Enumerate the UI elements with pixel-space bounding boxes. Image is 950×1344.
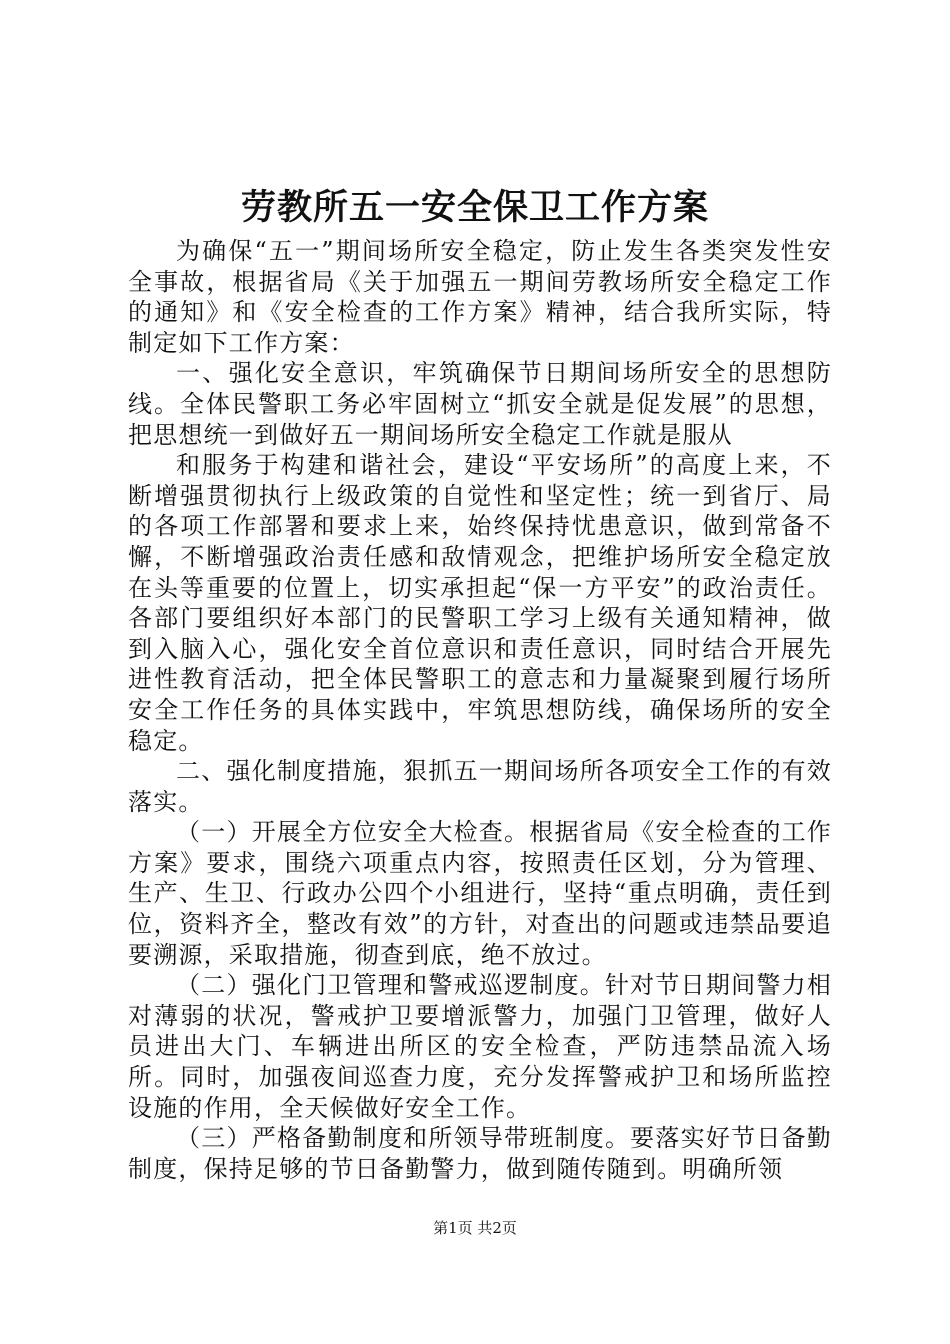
paragraph-item-3: （三）严格备勤制度和所领导带班制度。要落实好节日备勤制度，保持足够的节日备勤警力，做到随传随到。明确所领 xyxy=(128,1124,832,1183)
paragraph-item-2: （二）强化门卫管理和警戒巡逻制度。针对节日期间警力相对薄弱的状况，警戒护卫要增派警力，加强门卫管理，做好人员进出大门、车辆进出所区的安全检查，严防违禁品流入场所。同时，加强夜间巡查力度，充分发挥警戒护卫和场所监控设施的作用，全天候做好安全工作。 xyxy=(128,971,832,1122)
paragraph-section-1: 一、强化安全意识，牢筑确保节日期间场所安全的思想防线。全体民警职工务必牢固树立“抓安全就是促发展”的思想，把思想统一到做好五一期间场所安全稳定工作就是服从 xyxy=(128,359,832,449)
page-number-footer: 第1页 共2页 xyxy=(433,1219,517,1237)
paragraph-intro: 为确保“五一”期间场所安全稳定，防止发生各类突发性安全事故，根据省局《关于加强五一期间劳教场所安全稳定工作的通知》和《安全检查的工作方案》精神，结合我所实际，特制定如下工作方案： xyxy=(128,237,832,357)
document-title: 劳教所五一安全保卫工作方案 xyxy=(240,187,709,228)
paragraph-section-1-continued: 和服务于构建和谐社会，建设“平安场所”的高度上来，不断增强贯彻执行上级政策的自觉性和坚定性；统一到省厅、局的各项工作部署和要求上来，始终保持忧患意识，做到常备不懈，不断增强政治责任感和敌情观念，把维护场所安全稳定放在头等重要的位置上，切实承担起“保一方平安”的政治责任。各部门要组织好本部门的民警职工学习上级有关通知精神，做到入脑入心，强化安全首位意识和责任意识，同时结合开展先进性教育活动，把全体民警职工的意志和力量凝聚到履行场所安全工作任务的具体实践中，牢筑思想防线，确保场所的安全稳定。 xyxy=(128,451,832,755)
paragraph-item-1: （一）开展全方位安全大检查。根据省局《安全检查的工作方案》要求，围绕六项重点内容，按照责任区划，分为管理、生产、生卫、行政办公四个小组进行，坚持“重点明确，责任到位，资料齐全，整改有效”的方针，对查出的问题或违禁品要追要溯源，采取措施，彻查到底，绝不放过。 xyxy=(128,818,832,969)
paragraph-section-2: 二、强化制度措施，狠抓五一期间场所各项安全工作的有效落实。 xyxy=(128,757,832,816)
document-body xyxy=(128,236,832,1184)
